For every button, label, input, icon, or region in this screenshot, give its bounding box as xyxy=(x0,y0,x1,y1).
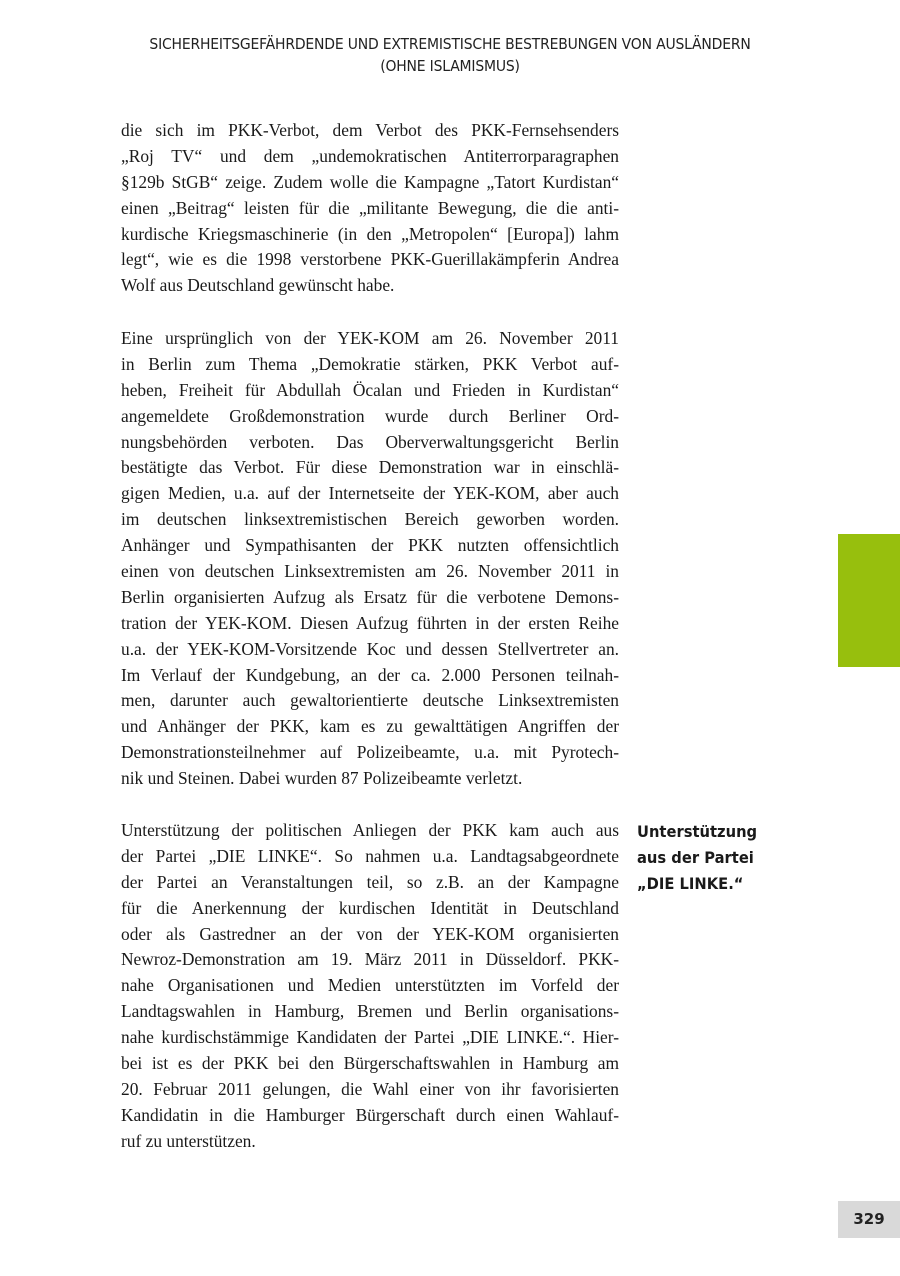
running-header-line-2: (OHNE ISLAMISMUS) xyxy=(380,57,520,75)
running-header-line-1: SICHERHEITSGEFÄHRDENDE UND EXTREMISTISCHE BESTREBUNGEN VON AUSLÄNDERN xyxy=(149,35,751,53)
text-line: u.a. der YEK-KOM-Vorsitzende Koc und dessen Stellvertreter an. xyxy=(121,638,619,659)
text-line: Newroz-Demonstration am 19. März 2011 in Düsseldorf. PKK- xyxy=(121,949,619,970)
text-line: men, darunter auch gewaltorientierte deutsche Linksextremisten xyxy=(121,690,619,711)
text-line: im deutschen linksextremistischen Bereich geworben worden. xyxy=(121,509,619,530)
text-line: in Berlin zum Thema „Demokratie stärken, PKK Verbot auf- xyxy=(121,353,619,374)
text-line: für die Anerkennung der kurdischen Identität in Deutschland xyxy=(121,897,619,918)
paragraph-2 xyxy=(121,326,619,792)
chapter-tab-marker xyxy=(838,534,900,667)
running-header xyxy=(32,33,869,77)
margin-note-line: aus der Partei xyxy=(637,848,754,867)
text-line: der Partei „DIE LINKE“. So nahmen u.a. Landtagsabgeordnete xyxy=(121,845,619,866)
margin-note-line: „DIE LINKE.“ xyxy=(637,874,744,893)
text-line: Berlin organisierten Aufzug als Ersatz für die verbotene Demons- xyxy=(121,586,619,607)
text-line: Anhänger und Sympathisanten der PKK nutzten offensichtlich xyxy=(121,535,619,556)
text-line: oder als Gastredner an der von der YEK-KOM organisierten xyxy=(121,923,619,944)
text-line: einen von deutschen Linksextremisten am 26. November 2011 in xyxy=(121,561,619,582)
text-line: einen „Beitrag“ leisten für die „militante Bewegung, die die anti- xyxy=(121,197,619,218)
text-line: Demonstrationsteilnehmer auf Polizeibeamte, u.a. mit Pyrotech- xyxy=(121,742,619,763)
text-line: die sich im PKK-Verbot, dem Verbot des PKK-Fernsehsenders xyxy=(121,120,619,140)
text-line: Landtagswahlen in Hamburg, Bremen und Berlin organisations- xyxy=(121,1001,619,1022)
paragraph-3 xyxy=(121,818,619,1155)
text-line: und Anhänger der PKK, kam es zu gewalttätigen Angriffen der xyxy=(121,716,619,737)
paragraph-1 xyxy=(121,118,619,299)
margin-note-line: Unterstützung xyxy=(637,822,758,841)
text-line: Unterstützung der politischen Anliegen der PKK kam auch aus xyxy=(121,820,619,840)
text-line: nungsbehörden verboten. Das Oberverwaltungsgericht Berlin xyxy=(121,431,619,452)
text-line: nahe kurdischstämmige Kandidaten der Partei „DIE LINKE.“. Hier- xyxy=(121,1027,619,1048)
text-line: bestätigte das Verbot. Für diese Demonstration war in einschlä- xyxy=(121,457,619,478)
text-line: angemeldete Großdemonstration wurde durch Berliner Ord- xyxy=(121,405,619,426)
text-line: 20. Februar 2011 gelungen, die Wahl einer von ihr favorisierten xyxy=(121,1078,619,1099)
text-line: der Partei an Veranstaltungen teil, so z.B. an der Kampagne xyxy=(121,871,619,892)
text-line: heben, Freiheit für Abdullah Öcalan und Frieden in Kurdistan“ xyxy=(121,379,619,400)
text-line: Wolf aus Deutschland gewünscht habe. xyxy=(121,275,395,296)
text-line: nahe Organisationen und Medien unterstützten im Vorfeld der xyxy=(121,975,619,996)
text-line: bei ist es der PKK bei den Bürgerschaftswahlen in Hamburg am xyxy=(121,1053,619,1074)
text-line: legt“, wie es die 1998 verstorbene PKK-Guerillakämpferin Andrea xyxy=(121,249,619,270)
text-line: Kandidatin in die Hamburger Bürgerschaft durch einen Wahlauf- xyxy=(121,1104,619,1125)
text-line: §129b StGB“ zeige. Zudem wolle die Kampagne „Tatort Kurdistan“ xyxy=(121,171,619,192)
text-line: tration der YEK-KOM. Diesen Aufzug führten in der ersten Reihe xyxy=(121,612,619,633)
text-line: kurdische Kriegsmaschinerie (in den „Metropolen“ [Europa]) lahm xyxy=(121,223,619,244)
margin-note-heading xyxy=(637,819,757,897)
text-line: gigen Medien, u.a. auf der Internetseite der YEK-KOM, aber auch xyxy=(121,483,619,504)
text-line: nik und Steinen. Dabei wurden 87 Polizeibeamte verletzt. xyxy=(121,768,523,789)
text-line: „Roj TV“ und dem „undemokratischen Antiterrorparagraphen xyxy=(121,145,619,166)
text-line: ruf zu unterstützen. xyxy=(121,1130,256,1151)
text-line: Im Verlauf der Kundgebung, an der ca. 2.000 Personen teilnah- xyxy=(121,664,619,685)
page-number: 329 xyxy=(838,1201,900,1238)
text-line: Eine ursprünglich von der YEK-KOM am 26. November 2011 xyxy=(121,328,619,348)
